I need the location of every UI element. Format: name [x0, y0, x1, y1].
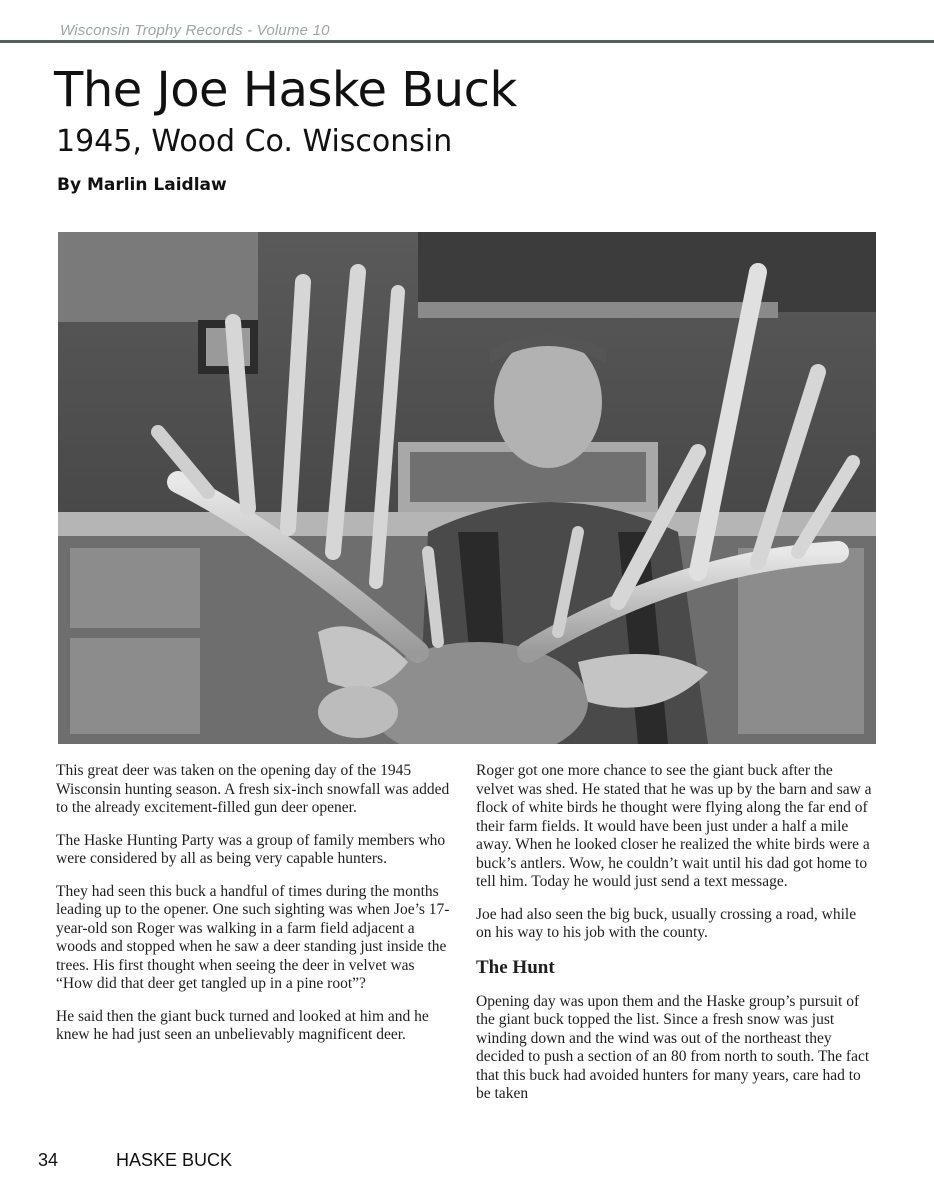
buck-photo: [58, 232, 876, 744]
article-subtitle: 1945, Wood Co. Wisconsin: [56, 124, 453, 159]
paragraph: This great deer was taken on the opening day of the 1945 Wisconsin hunting season. A fresh six-inch snowfall was added to the already excitement-filled gun deer opener.: [56, 762, 450, 816]
running-head: Wisconsin Trophy Records - Volume 10: [60, 22, 330, 39]
article-title: The Joe Haske Buck: [54, 62, 517, 118]
page-footer: [38, 1150, 232, 1171]
paragraph: He said then the giant buck turned and looked at him and he knew he had just seen an unbelievably magnificent deer.: [56, 1007, 429, 1043]
article-column-right: [476, 762, 874, 1134]
article-byline: By Marlin Laidlaw: [57, 175, 227, 195]
footer-section-label: HASKE BUCK: [116, 1150, 233, 1170]
paragraph: Roger got one more chance to see the giant buck after the velvet was shed. He stated that he was up by the barn and saw a flock of white birds he thought were flying along the far end of their farm fields. It would have been just under a half a mile away. When he looked closer he realized the white birds were a buck’s antlers. Wow, he couldn’t wait until his dad got home to tell him. Today he would just send a text message.: [476, 762, 872, 890]
header-rule: [0, 40, 934, 43]
page-number: 34: [38, 1150, 59, 1170]
section-heading: The Hunt: [476, 956, 555, 978]
paragraph: They had seen this buck a handful of times during the months leading up to the opener. One such sighting was when Joe’s 17-year-old son Roger was walking in a farm field adjacent a woods and stopped when he saw a deer standing just inside the trees. His first thought when seeing the deer in velvet was “How did that deer get tangled up in a pine root”?: [56, 882, 450, 992]
article-column-left: [56, 762, 454, 1134]
paragraph: Opening day was upon them and the Haske group’s pursuit of the giant buck topped the list. Since a fresh snow was just winding down and the wind was out of the northeast they decided to push a section of an 80 from north to south. The fact that this buck had avoided hunters for many years, care had to be taken: [476, 992, 870, 1102]
paragraph: Joe had also seen the big buck, usually crossing a road, while on his way to his job with the county.: [476, 905, 857, 941]
paragraph: The Haske Hunting Party was a group of family members who were considered by all as being very capable hunters.: [56, 831, 446, 867]
